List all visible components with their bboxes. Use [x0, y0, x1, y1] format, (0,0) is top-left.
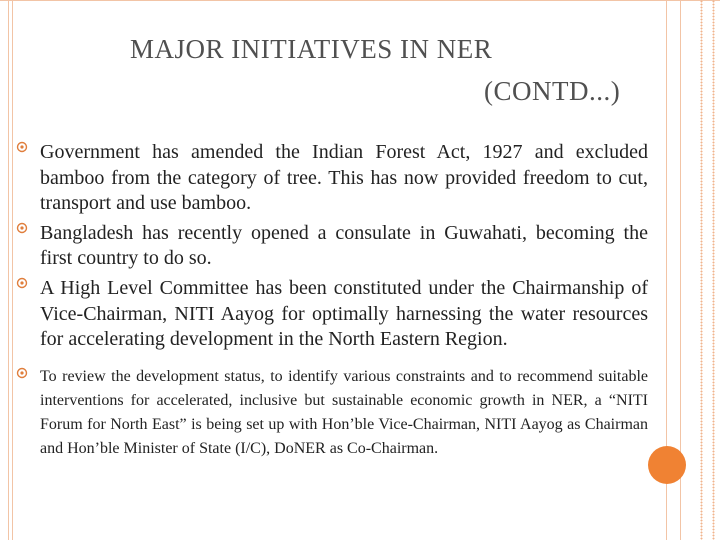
bullet-item	[16, 140, 648, 217]
slide-title-continued: (CONTD...)	[484, 76, 621, 106]
orange-circle-bullet-icon	[16, 277, 30, 291]
bullet-text: Government has amended the Indian Forest Act, 1927 and excluded bamboo from the category of tree. This has now provided freedom to cut, transport and use bamboo.	[40, 141, 648, 215]
frame-top-line	[0, 0, 720, 1]
bullet-item	[16, 221, 648, 272]
bullet-item	[16, 276, 648, 353]
slide-title: MAJOR INITIATIVES IN NER	[130, 34, 493, 64]
bullet-text: Bangladesh has recently opened a consulate in Guwahati, becoming the first country to do so.	[40, 221, 648, 270]
bullet-list	[16, 140, 648, 465]
frame-dotted-strip-2	[712, 0, 715, 540]
frame-left-line	[8, 0, 9, 540]
orange-circle-bullet-icon	[16, 367, 30, 381]
orange-circle-bullet-icon	[16, 141, 30, 155]
decorative-orange-circle	[648, 446, 686, 484]
bullet-item	[16, 365, 648, 461]
frame-left-line-inner	[12, 0, 13, 540]
bullet-text: To review the development status, to identify various constraints and to recommend suitable interventions for accelerated, inclusive but sustainable economic growth in NER, a “NITI Forum for North East” is being set up with Hon’ble Vice-Chairman, NITI Aayog as Chairman and Hon’ble Minister of State (I/C), DoNER as Co-Chairman.	[40, 367, 648, 457]
orange-circle-bullet-icon	[16, 222, 30, 236]
frame-dotted-strip	[700, 0, 703, 540]
bullet-text: A High Level Committee has been constituted under the Chairmanship of Vice-Chairman, NITI Aayog for optimally harnessing the water resources for accelerating development in the North Eastern Region.	[40, 276, 648, 351]
